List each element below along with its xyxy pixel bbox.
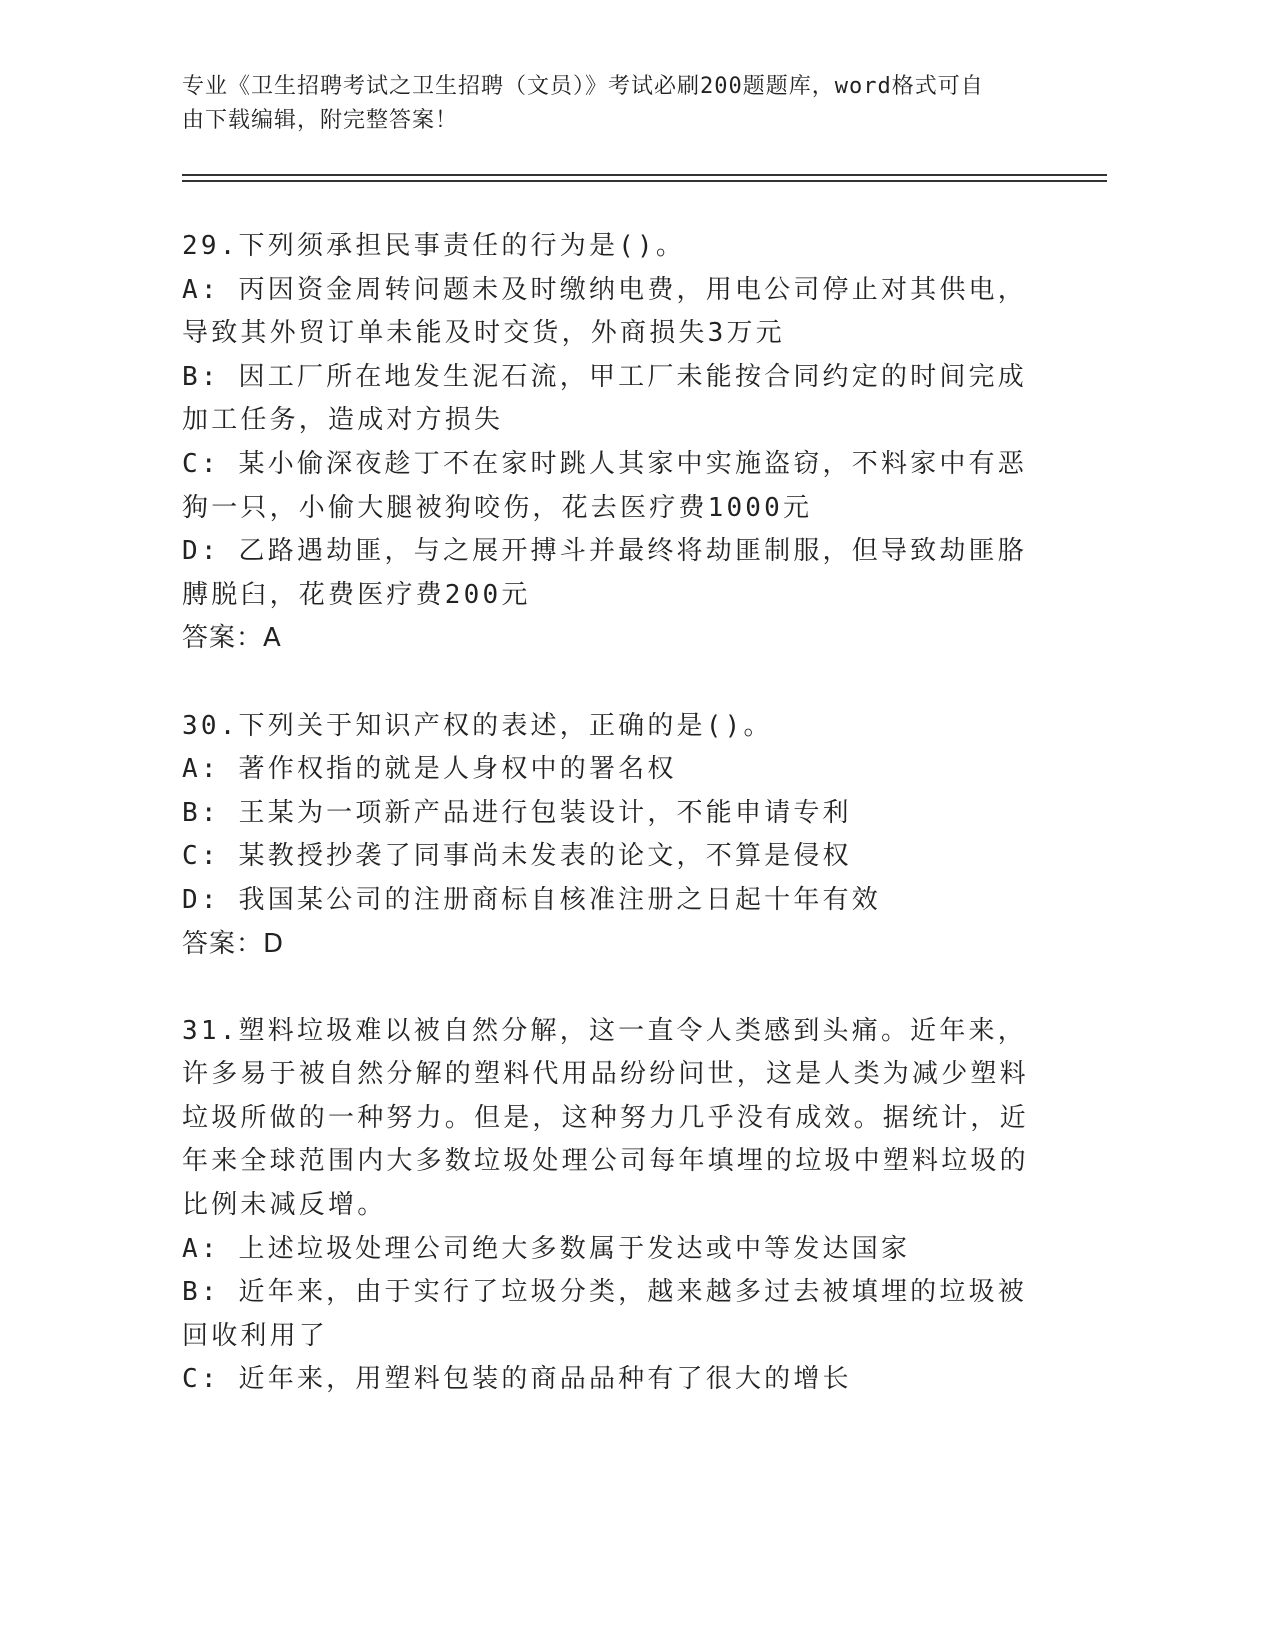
header-line: 专业《卫生招聘考试之卫生招聘（文员）》考试必刷200题题库，word格式可自: [182, 74, 984, 99]
option-a: A: 丙因资金周转问题未及时缴纳电费，用电公司停止对其供电，导致其外贸订单未能及时交货，外商损失3万元: [182, 274, 1027, 349]
option-b: B: 王某为一项新产品进行包装设计，不能申请专利: [182, 797, 852, 828]
option-c: C: 某小偷深夜趁丁不在家时跳人其家中实施盗窃，不料家中有恶狗一只，小偷大腿被狗咬伤，花去医疗费1000元: [182, 448, 1027, 523]
option-d: D: 我国某公司的注册商标自核准注册之日起十年有效: [182, 884, 881, 915]
answer-line: 答案：D: [182, 928, 285, 959]
question-stem: 31.塑料垃圾难以被自然分解，这一直令人类感到头痛。近年来，许多易于被自然分解的塑料代用品纷纷问世，这是人类为减少塑料垃圾所做的一种努力。但是，这种努力几乎没有成效。据统计，近年来全球范围内大多数垃圾处理公司每年填埋的垃圾中塑料垃圾的比例未减反增。: [182, 1015, 1029, 1221]
header-divider: [182, 174, 1107, 176]
question-30: [182, 705, 1042, 967]
page-header: [182, 70, 1062, 138]
question-list: [182, 225, 1042, 1446]
question-31: [182, 1010, 1042, 1402]
question-29: [182, 225, 1042, 661]
option-c: C: 近年来，用塑料包装的商品品种有了很大的增长: [182, 1364, 852, 1395]
option-d: D: 乙路遇劫匪，与之展开搏斗并最终将劫匪制服，但导致劫匪胳膊脱臼，花费医疗费200元: [182, 536, 1027, 610]
header-divider: [182, 180, 1107, 182]
question-stem: 30.下列关于知识产权的表述，正确的是()。: [182, 710, 773, 741]
option-c: C: 某教授抄袭了同事尚未发表的论文，不算是侵权: [182, 841, 852, 872]
option-b: B: 因工厂所在地发生泥石流，甲工厂未能按合同约定的时间完成加工任务，造成对方损失: [182, 361, 1027, 436]
option-a: A: 上述垃圾处理公司绝大多数属于发达或中等发达国家: [182, 1233, 911, 1264]
question-stem: 29.下列须承担民事责任的行为是()。: [182, 231, 686, 261]
answer-line: 答案：A: [182, 623, 282, 654]
option-b: B: 近年来，由于实行了垃圾分类，越来越多过去被填埋的垃圾被回收利用了: [182, 1277, 1027, 1351]
option-a: A: 著作权指的就是人身权中的署名权: [182, 754, 677, 785]
header-line: 由下载编辑，附完整答案！: [182, 108, 459, 133]
